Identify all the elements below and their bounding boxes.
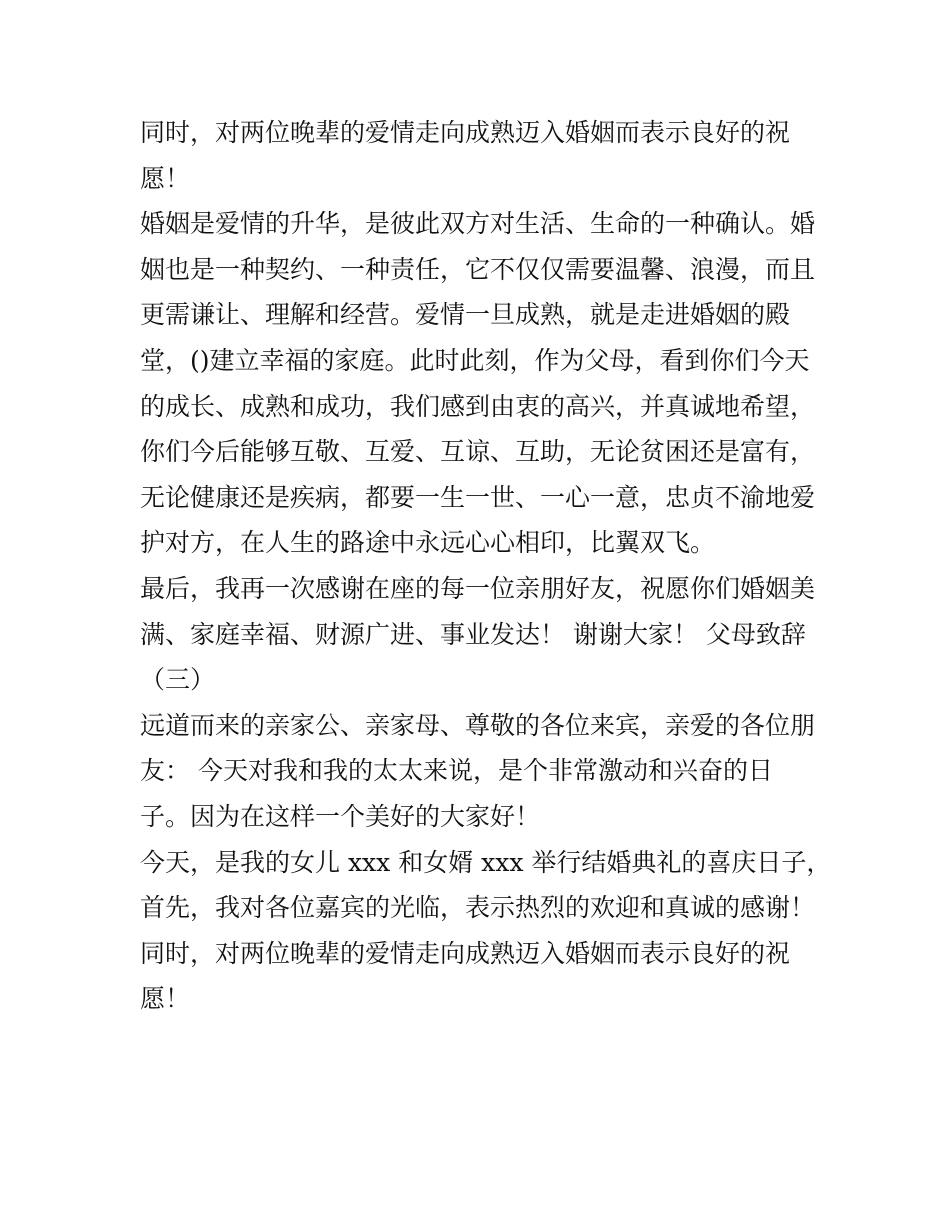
text-line: 今天，是我的女儿 xxx 和女婿 xxx 举行结婚典礼的喜庆日子， (140, 847, 832, 877)
text-line: 姻也是一种契约、一种责任，它不仅仅需要温馨、浪漫，而且 (140, 254, 816, 284)
text-line: 无论健康还是疾病，都要一生一世、一心一意，忠贞不渝地爱 (140, 482, 816, 512)
document-body (140, 110, 832, 1022)
text-line: 首先，我对各位嘉宾的光临，表示热烈的欢迎和真诚的感谢！ (140, 893, 816, 923)
text-line: 满、家庭幸福、财源广进、事业发达！ 谢谢大家！ 父母致辞 (140, 619, 806, 649)
text-line: 堂，()建立幸福的家庭。此时此刻，作为父母，看到你们今天 (140, 345, 810, 375)
text-line: 友： 今天对我和我的太太来说，是个非常激动和兴奋的日 (140, 756, 773, 786)
section-heading: （三） (140, 665, 216, 695)
text-line: 的成长、成熟和成功，我们感到由衷的高兴，并真诚地希望， (140, 391, 816, 421)
text-line: 子。因为在这样一个美好的大家好！ (140, 801, 541, 831)
text-line: 愿！ (140, 984, 191, 1014)
text-line: 婚姻是爱情的升华，是彼此双方对生活、生命的一种确认。婚 (140, 209, 816, 239)
text-line: 更需谦让、理解和经营。爱情一旦成熟，就是走进婚姻的殿 (140, 300, 791, 330)
text-line: 护对方，在人生的路途中永远心心相印，比翼双飞。 (140, 528, 716, 558)
text-line: 同时，对两位晚辈的爱情走向成熟迈入婚姻而表示良好的祝 (140, 938, 791, 968)
text-line: 愿！ (140, 163, 191, 193)
text-line: 你们今后能够互敬、互爱、互谅、互助，无论贫困还是富有， (140, 437, 816, 467)
text-line: 远道而来的亲家公、亲家母、尊敬的各位来宾，亲爱的各位朋 (140, 710, 816, 740)
text-line: 最后，我再一次感谢在座的每一位亲朋好友，祝愿你们婚姻美 (140, 573, 816, 603)
text-line: 同时，对两位晚辈的爱情走向成熟迈入婚姻而表示良好的祝 (140, 118, 791, 147)
